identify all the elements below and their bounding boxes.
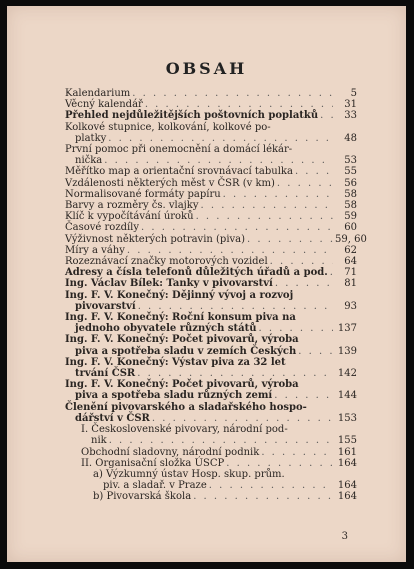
toc-entry-title: Výživnost některých potravin (piva) bbox=[65, 233, 246, 245]
page-title: OBSAH bbox=[165, 59, 248, 78]
toc-entry-title: Kolkové stupnice, kolkování, kolkové po- bbox=[65, 121, 271, 133]
toc-entry-title: a) Výzkumný ústav Hosp. skup. prům. bbox=[93, 468, 285, 480]
toc-entry bbox=[65, 211, 357, 222]
dot-leader bbox=[274, 390, 333, 401]
toc-page-number: 59, 60 bbox=[335, 233, 367, 245]
toc-page-number: 164 bbox=[337, 491, 357, 503]
toc-entry-title: Ing. F. V. Konečný: Počet pivovarů, výroba bbox=[65, 334, 299, 346]
toc-entry-title: Členění pivovarského a sladařského hospo- bbox=[65, 401, 307, 413]
toc-entry bbox=[65, 424, 357, 446]
toc-entry-continuation: pivovarství bbox=[75, 300, 136, 312]
toc-entry-title: Ing. F. V. Konečný: Dějinný vývoj a rozvoj bbox=[65, 289, 294, 301]
toc-entry-title: Přehled nejdůležitějších poštovních poplatků bbox=[65, 110, 319, 122]
toc-page-number: 53 bbox=[344, 155, 357, 167]
toc-entry bbox=[65, 379, 357, 401]
toc-entry bbox=[65, 469, 357, 491]
toc-entry-title: Míry a váhy bbox=[65, 244, 125, 256]
toc-entry-title: Ing. F. V. Konečný: Roční konsum piva na bbox=[65, 312, 296, 324]
toc-entry-title: Klíč k vypočítávání úroků bbox=[65, 211, 194, 223]
toc-page-number: 60 bbox=[344, 222, 357, 234]
toc-entry-title: Ing. F. V. Konečný: Výstav piva za 32 let bbox=[65, 356, 286, 368]
dot-leader bbox=[108, 133, 333, 144]
dot-leader bbox=[137, 368, 333, 379]
toc-entry-title: První pomoc při onemocnění a domácí lékár- bbox=[65, 144, 293, 156]
toc-entry-title: Věcný kalendář bbox=[65, 99, 143, 111]
toc-entry bbox=[65, 278, 357, 289]
dot-leader bbox=[320, 110, 333, 121]
toc-page-number: 5 bbox=[350, 88, 357, 99]
toc-entry bbox=[65, 110, 357, 121]
toc-entry-title: Ing. F. V. Konečný: Počet pivovarů, výroba bbox=[65, 379, 299, 391]
dot-leader bbox=[223, 189, 333, 200]
toc-entry bbox=[65, 334, 357, 356]
toc-entry-continuation: nik bbox=[91, 435, 107, 447]
toc-page-number: 137 bbox=[337, 323, 357, 335]
toc-entry bbox=[65, 491, 357, 502]
dot-leader bbox=[226, 458, 333, 469]
toc-entry-title: Barvy a rozměry čs. vlajky bbox=[65, 200, 199, 212]
toc-entry-title: Vzdálenosti některých měst v ČSR (v km) bbox=[65, 177, 275, 189]
toc-page-number: 58 bbox=[344, 200, 357, 212]
toc-page-number: 93 bbox=[344, 300, 357, 312]
toc-entry bbox=[65, 178, 357, 189]
toc-entry-continuation: piva a spotřeba sladu různých zemí bbox=[75, 390, 273, 402]
toc-entry-title: II. Organisační složka ÚSCP bbox=[81, 457, 225, 469]
toc-entry bbox=[65, 88, 357, 99]
dot-leader bbox=[270, 256, 333, 267]
toc-entry-title: Kalendarium bbox=[65, 88, 131, 99]
toc-page-number: 155 bbox=[337, 435, 357, 447]
dot-leader bbox=[201, 200, 334, 211]
dot-leader bbox=[196, 211, 333, 222]
toc-page-number: 56 bbox=[344, 177, 357, 189]
toc-entry-continuation: nička bbox=[75, 155, 103, 167]
dot-leader bbox=[298, 346, 333, 357]
page-number: 3 bbox=[341, 531, 348, 542]
toc-page-number: 71 bbox=[344, 267, 357, 279]
dot-leader bbox=[109, 435, 333, 446]
toc-entry bbox=[65, 200, 357, 211]
toc-entry bbox=[65, 357, 357, 379]
toc-entry-title: Obchodní sladovny, národní podnik bbox=[81, 446, 260, 458]
dot-leader bbox=[275, 278, 333, 289]
dot-leader bbox=[145, 99, 333, 110]
toc-entry-title: Adresy a čísla telefonů důležitých úřadů a pod. bbox=[65, 267, 328, 279]
toc-page-number: 81 bbox=[344, 278, 357, 290]
dot-leader bbox=[104, 155, 333, 166]
dot-leader bbox=[330, 267, 333, 278]
toc-entry bbox=[65, 458, 357, 469]
toc-page-number: 33 bbox=[344, 110, 357, 122]
dot-leader bbox=[141, 222, 333, 233]
toc-page-number: 153 bbox=[337, 412, 357, 424]
dot-leader bbox=[247, 234, 333, 245]
toc-entry-title: Měřítko map a orientační srovnávací tabulka bbox=[65, 166, 293, 178]
toc-page-number: 58 bbox=[344, 188, 357, 200]
toc-entry bbox=[65, 222, 357, 233]
toc-entry bbox=[65, 402, 357, 424]
dot-leader bbox=[295, 166, 333, 177]
toc-entry-continuation: piv. a sladař. v Praze bbox=[103, 480, 207, 492]
toc-entry-title: Normalisované formáty papíru bbox=[65, 188, 221, 200]
toc-entry bbox=[65, 312, 357, 334]
toc-entry bbox=[65, 245, 357, 256]
toc-entry-title: Rozeznávací značky motorových vozidel bbox=[65, 256, 268, 268]
toc-page-number: 62 bbox=[344, 244, 357, 256]
dot-leader bbox=[277, 178, 333, 189]
toc-page-number: 142 bbox=[337, 368, 357, 380]
dot-leader bbox=[152, 413, 333, 424]
toc-page-number: 161 bbox=[337, 446, 357, 458]
dot-leader bbox=[193, 491, 333, 502]
toc-entry-continuation: platky bbox=[75, 132, 107, 144]
toc-page-number: 59 bbox=[344, 211, 357, 223]
table-of-contents bbox=[65, 88, 367, 503]
book-page bbox=[7, 6, 406, 562]
toc-page-number: 139 bbox=[337, 345, 357, 357]
toc-page-number: 164 bbox=[337, 480, 357, 492]
toc-entry bbox=[65, 144, 357, 166]
toc-entry bbox=[65, 189, 357, 200]
toc-page-number: 164 bbox=[337, 457, 357, 469]
dot-leader bbox=[258, 323, 333, 334]
toc-page-number: 144 bbox=[337, 390, 357, 402]
toc-entry bbox=[65, 122, 357, 144]
toc-page-number: 55 bbox=[344, 166, 357, 178]
toc-entry-title: I. Československé pivovary, národní pod- bbox=[81, 424, 288, 436]
dot-leader bbox=[127, 245, 333, 256]
dot-leader bbox=[132, 88, 333, 99]
toc-entry bbox=[65, 267, 357, 278]
toc-entry-continuation: piva a spotřeba sladu v zemích Českých bbox=[75, 345, 297, 357]
toc-entry bbox=[65, 166, 357, 177]
toc-entry bbox=[65, 233, 367, 245]
toc-entry bbox=[65, 290, 357, 312]
toc-entry bbox=[65, 99, 357, 110]
toc-entry-continuation: trvání ČSR bbox=[75, 368, 136, 380]
toc-page-number: 48 bbox=[344, 132, 357, 144]
dot-leader bbox=[138, 301, 333, 312]
toc-entry bbox=[65, 256, 357, 267]
dot-leader bbox=[261, 447, 333, 458]
toc-page-number: 31 bbox=[344, 99, 357, 111]
toc-page-number: 64 bbox=[344, 256, 357, 268]
toc-entry-continuation: jednoho obyvatele různých států bbox=[75, 323, 257, 335]
toc-entry-title: Ing. Václav Bílek: Tanky v pivovarství bbox=[65, 278, 273, 290]
toc-entry bbox=[65, 447, 357, 458]
toc-entry-title: Časové rozdíly bbox=[65, 222, 140, 234]
toc-entry-title: b) Pivovarská škola bbox=[93, 491, 192, 503]
dot-leader bbox=[209, 480, 333, 491]
toc-entry-continuation: dářství v ČSR bbox=[75, 412, 150, 424]
